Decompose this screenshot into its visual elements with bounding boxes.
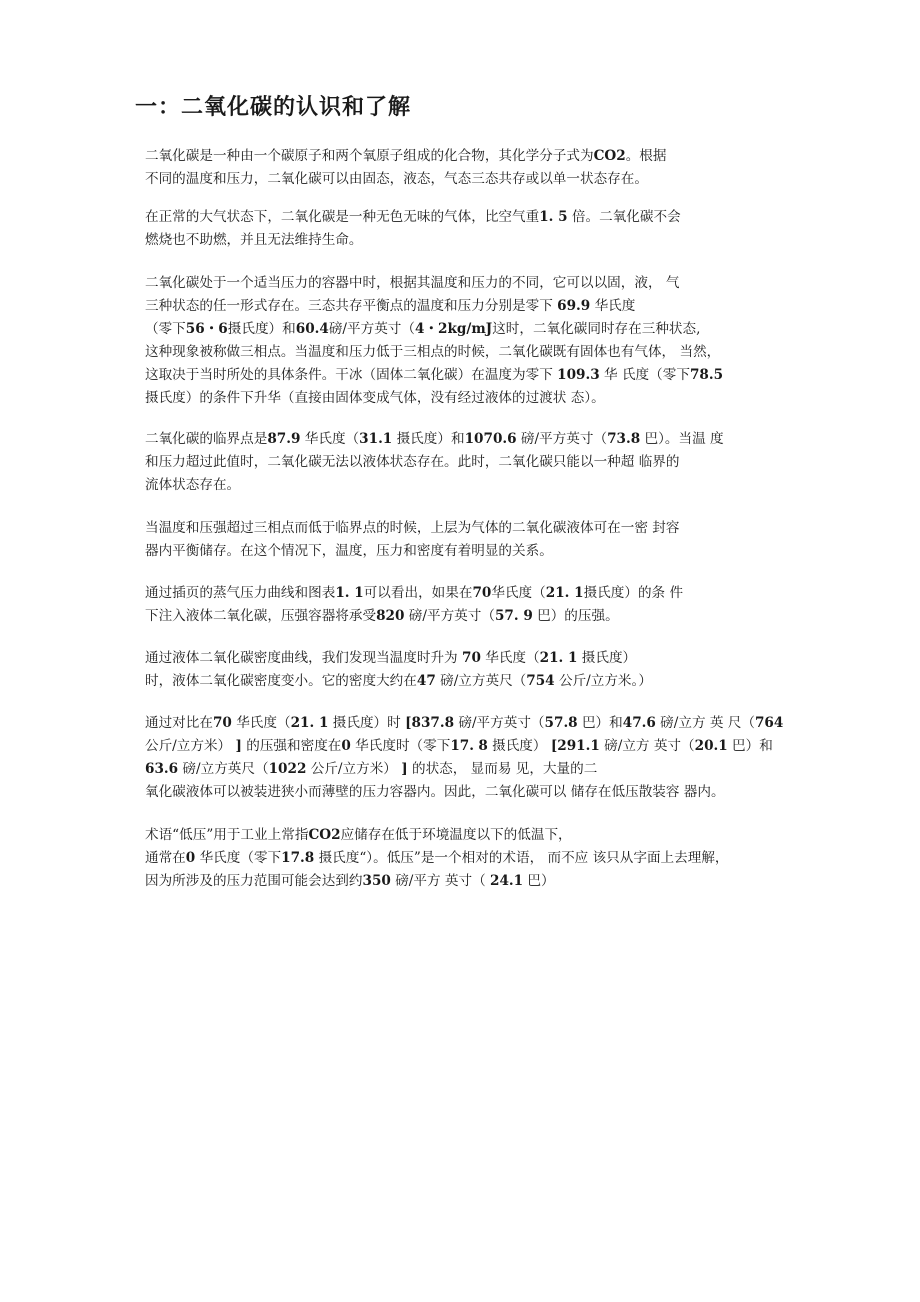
text-run: 磅/立方 英 尺（ <box>655 715 755 731</box>
text-run: 公斤/立方米） <box>306 761 402 777</box>
text-run: 摄氏度）和 <box>392 431 465 447</box>
text-run: 磅/立方英尺（ <box>435 673 527 689</box>
bold-text: 1070.6 <box>464 431 517 447</box>
text-line <box>145 540 679 563</box>
text-line <box>145 870 729 893</box>
text-run: 摄氏度） <box>487 738 551 754</box>
text-run: 磅/平方英寸（ <box>404 608 495 624</box>
text-line <box>145 824 729 847</box>
bold-text: ] <box>401 761 408 777</box>
text-run: 巴）和 <box>727 738 773 754</box>
bold-text: 1. 1 <box>335 585 364 601</box>
bold-text: 21. 1 <box>545 585 584 601</box>
text-run: 时，液体二氧化碳密度变小。它的密度大约在 <box>145 673 417 689</box>
bold-text: 0 <box>341 738 351 754</box>
text-line <box>145 758 783 781</box>
text-run: 摄氏度）的条件下升华（直接由固体变成气体，没有经过液体的过渡状 态）。 <box>145 390 605 406</box>
paragraph-6 <box>145 582 683 628</box>
text-run: 通过液体二氧化碳密度曲线，我们发现当温度时升为 <box>145 650 462 666</box>
bold-text: 70 <box>212 715 232 731</box>
text-run: 磅/立方 英寸（ <box>599 738 695 754</box>
bold-text: 1. 5 <box>539 209 568 225</box>
text-run: 公斤/立方米。） <box>554 673 652 689</box>
text-run: 二氧化碳是一种由一个碳原子和两个氧原子组成的化合物，其化学分子式为 <box>145 148 594 164</box>
text-line <box>145 206 681 229</box>
bold-text: ] <box>235 738 242 754</box>
text-run: 二氧化碳的临界点是 <box>145 431 268 447</box>
bold-text: 73.8 <box>607 431 641 447</box>
text-run: 华氏度（ <box>300 431 360 447</box>
text-run: 因为所涉及的压力范围可能会达到约 <box>145 873 363 889</box>
bold-text: 57.8 <box>544 715 578 731</box>
text-line <box>145 712 783 735</box>
bold-text: 78.5 <box>689 367 724 383</box>
bold-text: 4・2kg/mJ <box>415 321 493 337</box>
text-run: 摄氏度） <box>577 650 637 666</box>
bold-text: 17. <box>450 738 474 754</box>
text-run: 巴）的压强。 <box>532 608 619 624</box>
bold-text: CO2 <box>308 827 341 843</box>
text-run: 通过对比在 <box>145 715 213 731</box>
text-line <box>145 670 652 693</box>
text-run: 华氏度时（零下 <box>350 738 451 754</box>
text-line <box>145 735 783 758</box>
text-run: 华氏度（零下 <box>195 850 282 866</box>
text-run: 这时，二氧化碳同时存在三种状态, <box>492 321 701 337</box>
bold-text: 8 <box>478 738 488 754</box>
bold-text: [837.8 <box>405 715 455 731</box>
text-run: 磅/立方英尺（ <box>178 761 269 777</box>
text-run: 磅/平方 英寸（ <box>390 873 490 889</box>
bold-text: 47 <box>416 673 436 689</box>
page-title: 一：二氧化碳的认识和了解 <box>135 95 412 120</box>
paragraph-5 <box>145 517 679 563</box>
bold-text: 60.4 <box>295 321 329 337</box>
bold-text: [291.1 <box>550 738 600 754</box>
text-line <box>145 272 723 295</box>
text-line <box>145 229 681 252</box>
bold-text: 24.1 <box>490 873 524 889</box>
text-run: 不同的温度和压力，二氧化碳可以由固态，液态，气态三态共存或以单一状态存在。 <box>145 171 648 187</box>
bold-text: CO2 <box>593 148 626 164</box>
text-line <box>145 781 783 804</box>
text-line <box>145 647 652 670</box>
text-run: 华氏度 <box>590 298 636 314</box>
text-run: 华氏度（ <box>480 650 540 666</box>
text-run: 术语“低压”用于工业上常指 <box>145 827 309 843</box>
text-line <box>145 341 723 364</box>
text-run: 这取决于当时所处的具体条件。干冰（固体二氧化碳）在温度为零下 <box>145 367 558 383</box>
text-run: 器内平衡储存。在这个情况下，温度，压力和密度有着明显的关系。 <box>145 543 553 559</box>
text-run: 磅/平方英寸（ <box>516 431 608 447</box>
text-line <box>145 145 667 168</box>
text-run: 这种现象被称做三相点。当温度和压力低于三相点的时候，二氧化碳既有固体也有气体， 当然， <box>145 344 721 360</box>
bold-text: 56・6 <box>185 321 228 337</box>
text-run: 的压强和密度在 <box>241 738 342 754</box>
text-run: 摄氏度“）。低压”是一个相对的术语， 而不应 该只从字面上去理解， <box>314 850 729 866</box>
text-run: 可以看出，如果在 <box>363 585 473 601</box>
text-run: 应储存在低于环境温度以下的低温下， <box>340 827 572 843</box>
text-run: 巴）和 <box>577 715 623 731</box>
paragraph-8 <box>145 712 783 804</box>
text-line <box>145 295 723 318</box>
text-line <box>145 517 679 540</box>
text-run: 磅/平方英寸（ <box>454 715 545 731</box>
text-run: 摄氏度）的条 件 <box>583 585 684 601</box>
text-line <box>145 847 729 870</box>
bold-text: 31.1 <box>359 431 393 447</box>
bold-text: 0 <box>185 850 196 866</box>
text-run: 华氏度（ <box>231 715 291 731</box>
bold-text: 109.3 <box>557 367 600 383</box>
bold-text: 1022 <box>268 761 307 777</box>
bold-text: 57. 9 <box>494 608 533 624</box>
text-run: 摄氏度）和 <box>227 321 296 337</box>
text-run: 巴）。当温 度 <box>640 431 724 447</box>
text-run: 的状态， 显而易 见，大量的二 <box>407 761 598 777</box>
text-run: （零下 <box>145 321 186 337</box>
bold-text: 87.9 <box>267 431 301 447</box>
bold-text: 70 <box>472 585 492 601</box>
text-line <box>145 474 724 497</box>
paragraph-3 <box>145 272 723 410</box>
bold-text: 21. 1 <box>539 650 578 666</box>
text-run: 通过插页的蒸气压力曲线和图表 <box>145 585 336 601</box>
bold-text: 69.9 <box>557 298 591 314</box>
bold-text: 47.6 <box>622 715 656 731</box>
paragraph-7 <box>145 647 652 693</box>
text-line <box>145 318 723 341</box>
bold-text: 63.6 <box>145 761 179 777</box>
bold-text: 820 <box>376 608 405 624</box>
bold-text: 754 <box>526 673 555 689</box>
paragraph-4 <box>145 428 724 497</box>
paragraph-2 <box>145 206 681 252</box>
bold-text: 764 <box>754 715 784 731</box>
text-run: 氧化碳液体可以被装进狭小而薄壁的压力容器内。因此，二氧化碳可以 储存在低压散装容 器内。 <box>145 784 725 800</box>
bold-text: 20.1 <box>694 738 728 754</box>
text-run: 二氧化碳处于一个适当压力的容器中时，根据其温度和压力的不同，它可以以固，液， 气 <box>145 275 680 291</box>
text-line <box>145 451 724 474</box>
bold-text: 17.8 <box>281 850 315 866</box>
text-line <box>145 168 667 191</box>
bold-text: 21. 1 <box>290 715 329 731</box>
text-run: 。根据 <box>625 148 667 164</box>
text-line <box>145 387 723 410</box>
text-line <box>145 605 683 628</box>
text-run: 三种状态的任一形式存在。三态共存平衡点的温度和压力分别是零下 <box>145 298 558 314</box>
text-run: 磅/平方英寸（ <box>328 321 415 337</box>
bold-text: 350 <box>362 873 391 889</box>
paragraph-9 <box>145 824 729 893</box>
text-run: 下注入液体二氧化碳，压强容器将承受 <box>145 608 377 624</box>
text-run: 摄氏度）时 <box>328 715 406 731</box>
text-line <box>145 582 683 605</box>
text-run: 燃烧也不助燃，并且无法维持生命。 <box>145 232 363 248</box>
text-run: 和压力超过此值时，二氧化碳无法以液体状态存在。此时，二氧化碳只能以一种超 临界的 <box>145 454 680 470</box>
text-line <box>145 428 724 451</box>
text-run: 公斤/立方米） <box>145 738 236 754</box>
text-run: 在正常的大气状态下，二氧化碳是一种无色无味的气体，比空气重 <box>145 209 540 225</box>
text-run: 华氏度（ <box>491 585 546 601</box>
text-run: 通常在 <box>145 850 186 866</box>
bold-text: 70 <box>461 650 481 666</box>
text-run: 当温度和压强超过三相点而低于临界点的时候，上层为气体的二氧化碳液体可在一密 封容 <box>145 520 680 536</box>
paragraph-1 <box>145 145 667 191</box>
text-run: 倍。二氧化碳不会 <box>567 209 681 225</box>
text-run: 流体状态存在。 <box>145 477 241 493</box>
text-run: 巴） <box>523 873 555 889</box>
text-line <box>145 364 723 387</box>
text-run: 华 氏度（零下 <box>599 367 690 383</box>
